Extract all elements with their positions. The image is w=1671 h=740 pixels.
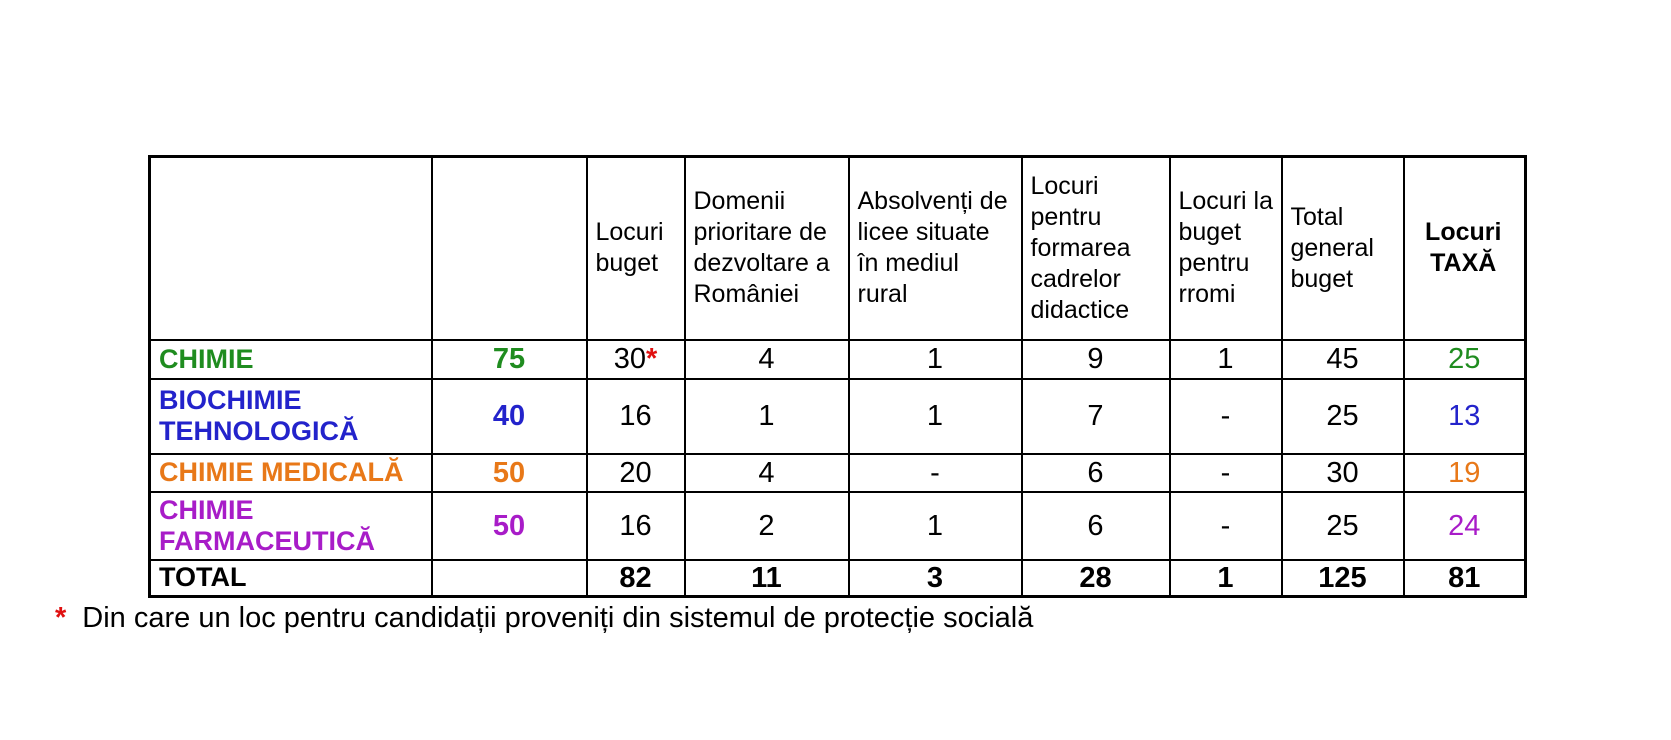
total-general-cell: 125 — [1282, 560, 1404, 597]
program-name-cell: CHIMIE FARMACEUTICĂ — [150, 492, 432, 560]
formarea-cell: 28 — [1022, 560, 1170, 597]
locuri-buget-value: 30 — [613, 343, 646, 375]
rromi-cell: - — [1170, 379, 1282, 454]
locuri-buget-cell: 16 — [587, 492, 685, 560]
domenii-cell: 1 — [685, 379, 849, 454]
locuri-buget-cell: 16 — [587, 379, 685, 454]
total-places-cell: 50 — [432, 454, 587, 492]
header-cell-domenii-prioritare: Domenii prioritare de dezvoltare a României — [685, 157, 849, 340]
absolventi-cell: 1 — [849, 379, 1022, 454]
locuri-buget-cell: 20 — [587, 454, 685, 492]
absolventi-cell: 3 — [849, 560, 1022, 597]
header-cell-absolventi-rural: Absolvenți de licee situate în mediul rural — [849, 157, 1022, 340]
header-row — [150, 157, 1526, 340]
absolventi-cell: - — [849, 454, 1022, 492]
footnote-asterisk: * — [55, 602, 67, 634]
rromi-cell: - — [1170, 454, 1282, 492]
absolventi-cell: 1 — [849, 492, 1022, 560]
table-row-total — [150, 560, 1526, 597]
domenii-cell: 11 — [685, 560, 849, 597]
header-cell-locuri-taxa: Locuri TAXĂ — [1404, 157, 1526, 340]
footnote — [55, 600, 1033, 636]
admissions-table — [148, 155, 1527, 598]
formarea-cell: 9 — [1022, 340, 1170, 379]
locuri-buget-cell: 82 — [587, 560, 685, 597]
table-row-biochimie-tehnologica — [150, 379, 1526, 454]
formarea-cell: 6 — [1022, 492, 1170, 560]
domenii-cell: 4 — [685, 454, 849, 492]
total-places-cell: 40 — [432, 379, 587, 454]
rromi-cell: 1 — [1170, 560, 1282, 597]
formarea-cell: 7 — [1022, 379, 1170, 454]
domenii-cell: 4 — [685, 340, 849, 379]
total-general-cell: 25 — [1282, 492, 1404, 560]
header-cell-locuri-buget: Locuri buget — [587, 157, 685, 340]
table-row-chimie — [150, 340, 1526, 379]
footnote-marker: * — [645, 343, 658, 375]
total-general-cell: 25 — [1282, 379, 1404, 454]
total-general-cell: 30 — [1282, 454, 1404, 492]
header-cell-total-places — [432, 157, 587, 340]
rromi-cell: 1 — [1170, 340, 1282, 379]
header-cell-program — [150, 157, 432, 340]
total-label-cell: TOTAL — [150, 560, 432, 597]
taxa-cell: 19 — [1404, 454, 1526, 492]
header-cell-buget-rromi: Locuri la buget pentru rromi — [1170, 157, 1282, 340]
rromi-cell: - — [1170, 492, 1282, 560]
domenii-cell: 2 — [685, 492, 849, 560]
taxa-cell: 13 — [1404, 379, 1526, 454]
taxa-cell: 24 — [1404, 492, 1526, 560]
total-places-cell: 50 — [432, 492, 587, 560]
header-cell-formarea-cadrelor: Locuri pentru formarea cadrelor didactice — [1022, 157, 1170, 340]
footnote-text: Din care un loc pentru candidații proveniți din sistemul de protecție socială — [82, 602, 1034, 634]
formarea-cell: 6 — [1022, 454, 1170, 492]
total-places-cell: 75 — [432, 340, 587, 379]
table-row-chimie-medicala — [150, 454, 1526, 492]
total-general-cell: 45 — [1282, 340, 1404, 379]
table-row-chimie-farmaceutica — [150, 492, 1526, 560]
total-places-cell — [432, 560, 587, 597]
program-name-cell: CHIMIE — [150, 340, 432, 379]
program-name-cell: CHIMIE MEDICALĂ — [150, 454, 432, 492]
taxa-cell: 81 — [1404, 560, 1526, 597]
program-name-cell: BIOCHIMIE TEHNOLOGICĂ — [150, 379, 432, 454]
taxa-cell: 25 — [1404, 340, 1526, 379]
locuri-buget-cell — [587, 340, 685, 379]
absolventi-cell: 1 — [849, 340, 1022, 379]
header-cell-total-general-buget: Total general buget — [1282, 157, 1404, 340]
